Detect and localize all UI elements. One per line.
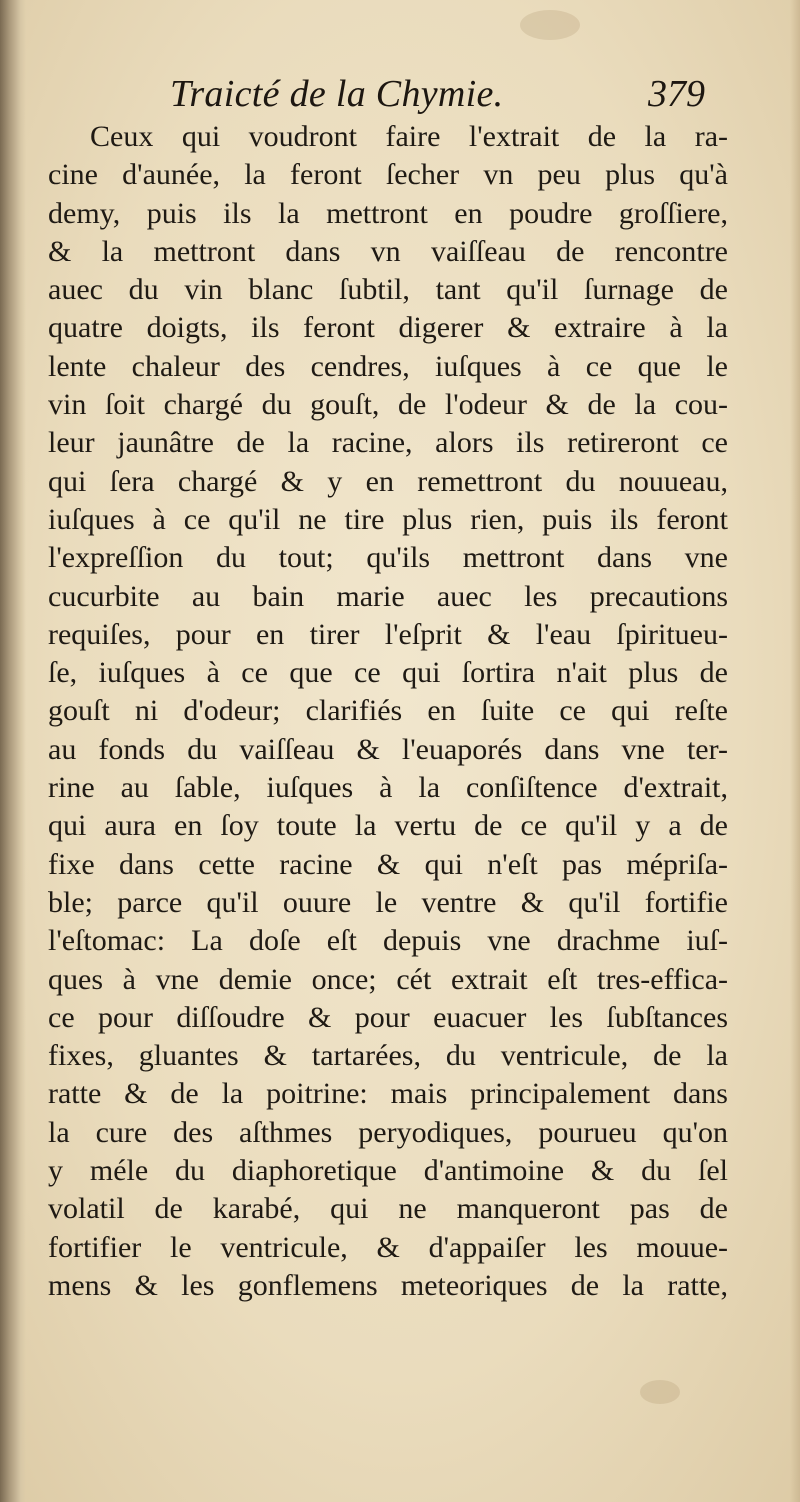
paper-stain xyxy=(520,10,580,40)
text-line: demy, puis ils la mettront en poudre groſſiere, xyxy=(48,196,728,230)
text-line: y méle du diaphoretique d'antimoine & du ſel xyxy=(48,1154,728,1188)
text-line: au fonds du vaiſſeau & l'euaporés dans vne ter- xyxy=(48,732,728,766)
text-line: fortifier le ventricule, & d'appaiſer les mouue- xyxy=(48,1230,728,1264)
text-line: rine au ſable, iuſques à la conſiſtence d'extrait, xyxy=(48,771,728,805)
text-line: lente chaleur des cendres, iuſques à ce que le xyxy=(48,349,728,383)
body-text xyxy=(48,118,728,1305)
text-line: qui ſera chargé & y en remettront du nouueau, xyxy=(48,464,728,498)
text-line: l'expreſſion du tout; qu'ils mettront dans vne xyxy=(48,541,728,575)
text-line: iuſques à ce qu'il ne tire plus rien, puis ils feront xyxy=(48,502,728,536)
text-line: ratte & de la poitrine: mais principalement dans xyxy=(48,1077,728,1111)
text-line: ſe, iuſques à ce que ce qui ſortira n'ait plus de xyxy=(48,656,728,690)
text-line: cucurbite au bain marie auec les precautions xyxy=(48,579,728,613)
running-title: Traicté de la Chymie. xyxy=(170,73,504,115)
page-number: 379 xyxy=(648,73,705,115)
text-line: gouſt ni d'odeur; clarifiés en ſuite ce qui reſte xyxy=(48,694,728,728)
text-line: ques à vne demie once; cét extrait eſt tres-effica- xyxy=(48,962,728,996)
text-line: fixe dans cette racine & qui n'eſt pas mépriſa- xyxy=(48,847,728,881)
text-line: leur jaunâtre de la racine, alors ils retireront ce xyxy=(48,426,728,460)
text-line: requiſes, pour en tirer l'eſprit & l'eau ſpiritueu- xyxy=(48,617,728,651)
text-line: quatre doigts, ils feront digerer & extraire à la xyxy=(48,311,728,345)
text-line: ce pour diſſoudre & pour euacuer les ſubſtances xyxy=(48,1000,728,1034)
page-gutter xyxy=(0,0,26,1502)
text-line: fixes, gluantes & tartarées, du ventricule, de la xyxy=(48,1039,728,1073)
text-line: Ceux qui voudront faire l'extrait de la ra- xyxy=(90,120,728,153)
text-line: & la mettront dans vn vaiſſeau de rencontre xyxy=(48,234,728,268)
text-line: cine d'aunée, la feront ſecher vn peu plus qu'à xyxy=(48,158,728,192)
text-line: la cure des aſthmes peryodiques, pourueu qu'on xyxy=(48,1115,728,1149)
text-line: auec du vin blanc ſubtil, tant qu'il ſurnage de xyxy=(48,273,728,307)
text-line: l'eſtomac: La doſe eſt depuis vne drachme iuſ- xyxy=(48,924,728,958)
text-line: volatil de karabé, qui ne manqueront pas de xyxy=(48,1192,728,1226)
text-line: ble; parce qu'il ouure le ventre & qu'il fortifie xyxy=(48,885,728,919)
paper-stain xyxy=(640,1380,680,1404)
text-line: qui aura en ſoy toute la vertu de ce qu'il y a de xyxy=(48,809,728,843)
text-line: vin ſoit chargé du gouſt, de l'odeur & de la cou- xyxy=(48,388,728,422)
text-line: mens & les gonflemens meteoriques de la ratte, xyxy=(48,1268,728,1302)
page-edge xyxy=(790,0,800,1502)
